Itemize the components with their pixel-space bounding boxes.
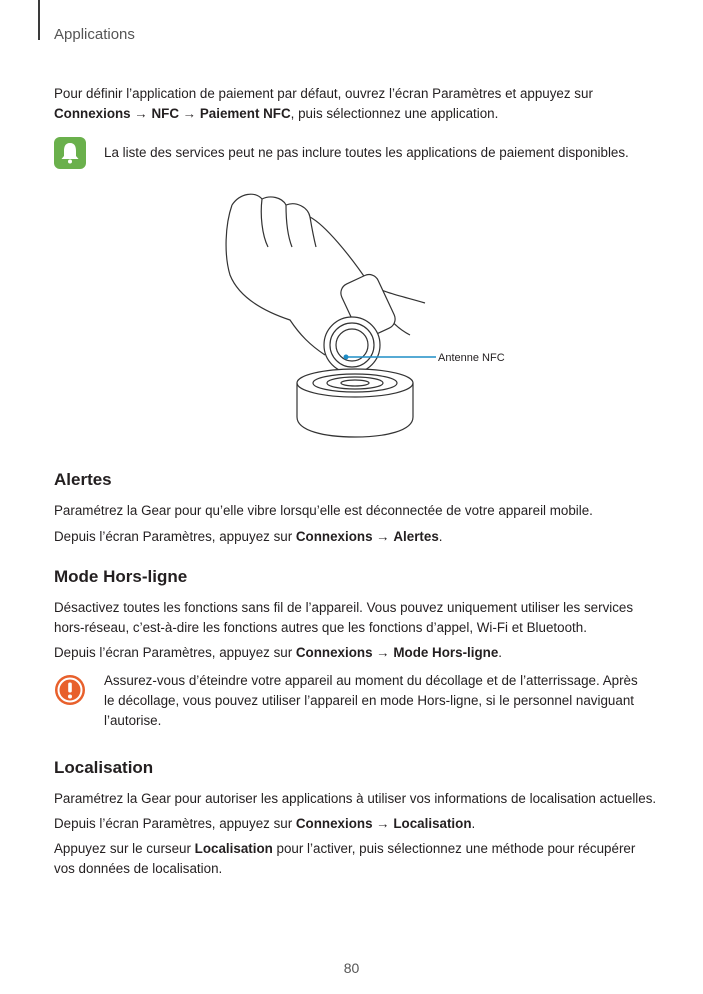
section-heading-localisation: Localisation [54, 758, 154, 777]
localisation-paragraph-3: Appuyez sur le curseur Localisation pour l’activer, puis sélectionnez une méthode pour récupérer vos données de localisation. [54, 841, 636, 876]
page-header-title: Applications [54, 26, 135, 43]
hors-ligne-paragraph-1: Désactivez toutes les fonctions sans fil de l’appareil. Vous pouvez uniquement utiliser les services hors-réseau, c’est-à-dire les fonctions autres que les fonctions d’appel, Wi-Fi et Bluetooth. [54, 600, 634, 635]
localisation-paragraph-2: Depuis l’écran Paramètres, appuyez sur Connexions → Localisation. [54, 816, 476, 831]
header-rule [38, 0, 40, 40]
nfc-figure [200, 185, 520, 450]
alertes-paragraph-2: Depuis l’écran Paramètres, appuyez sur Connexions → Alertes. [54, 529, 443, 544]
intro-paragraph: Pour définir l’application de paiement par défaut, ouvrez l’écran Paramètres et appuyez sur Connexions → NFC → Paiement NFC, puis sélectionnez une application. [54, 86, 593, 121]
section-heading-alertes: Alertes [54, 470, 112, 489]
hors-ligne-paragraph-2: Depuis l’écran Paramètres, appuyez sur Connexions → Mode Hors-ligne. [54, 645, 503, 660]
caution-icon [54, 674, 86, 706]
note-text: La liste des services peut ne pas inclure toutes les applications de paiement disponibles. [104, 145, 629, 160]
localisation-paragraph-1: Paramétrez la Gear pour autoriser les applications à utiliser vos informations de localisation actuelles. [54, 791, 657, 806]
figure-label-antenna: Antenne NFC [438, 352, 505, 364]
section-heading-hors-ligne: Mode Hors-ligne [54, 567, 188, 586]
page-number: 80 [343, 960, 360, 976]
alertes-paragraph-1: Paramétrez la Gear pour qu’elle vibre lorsqu’elle est déconnectée de votre appareil mobile. [54, 503, 593, 518]
caution-text: Assurez-vous d’éteindre votre appareil au moment du décollage et de l’atterrissage. Après le décollage, vous pouvez utiliser l’appareil en mode Hors-ligne, si le personnel naviguant l’autorise. [104, 673, 638, 728]
bell-notice-icon [54, 137, 86, 169]
